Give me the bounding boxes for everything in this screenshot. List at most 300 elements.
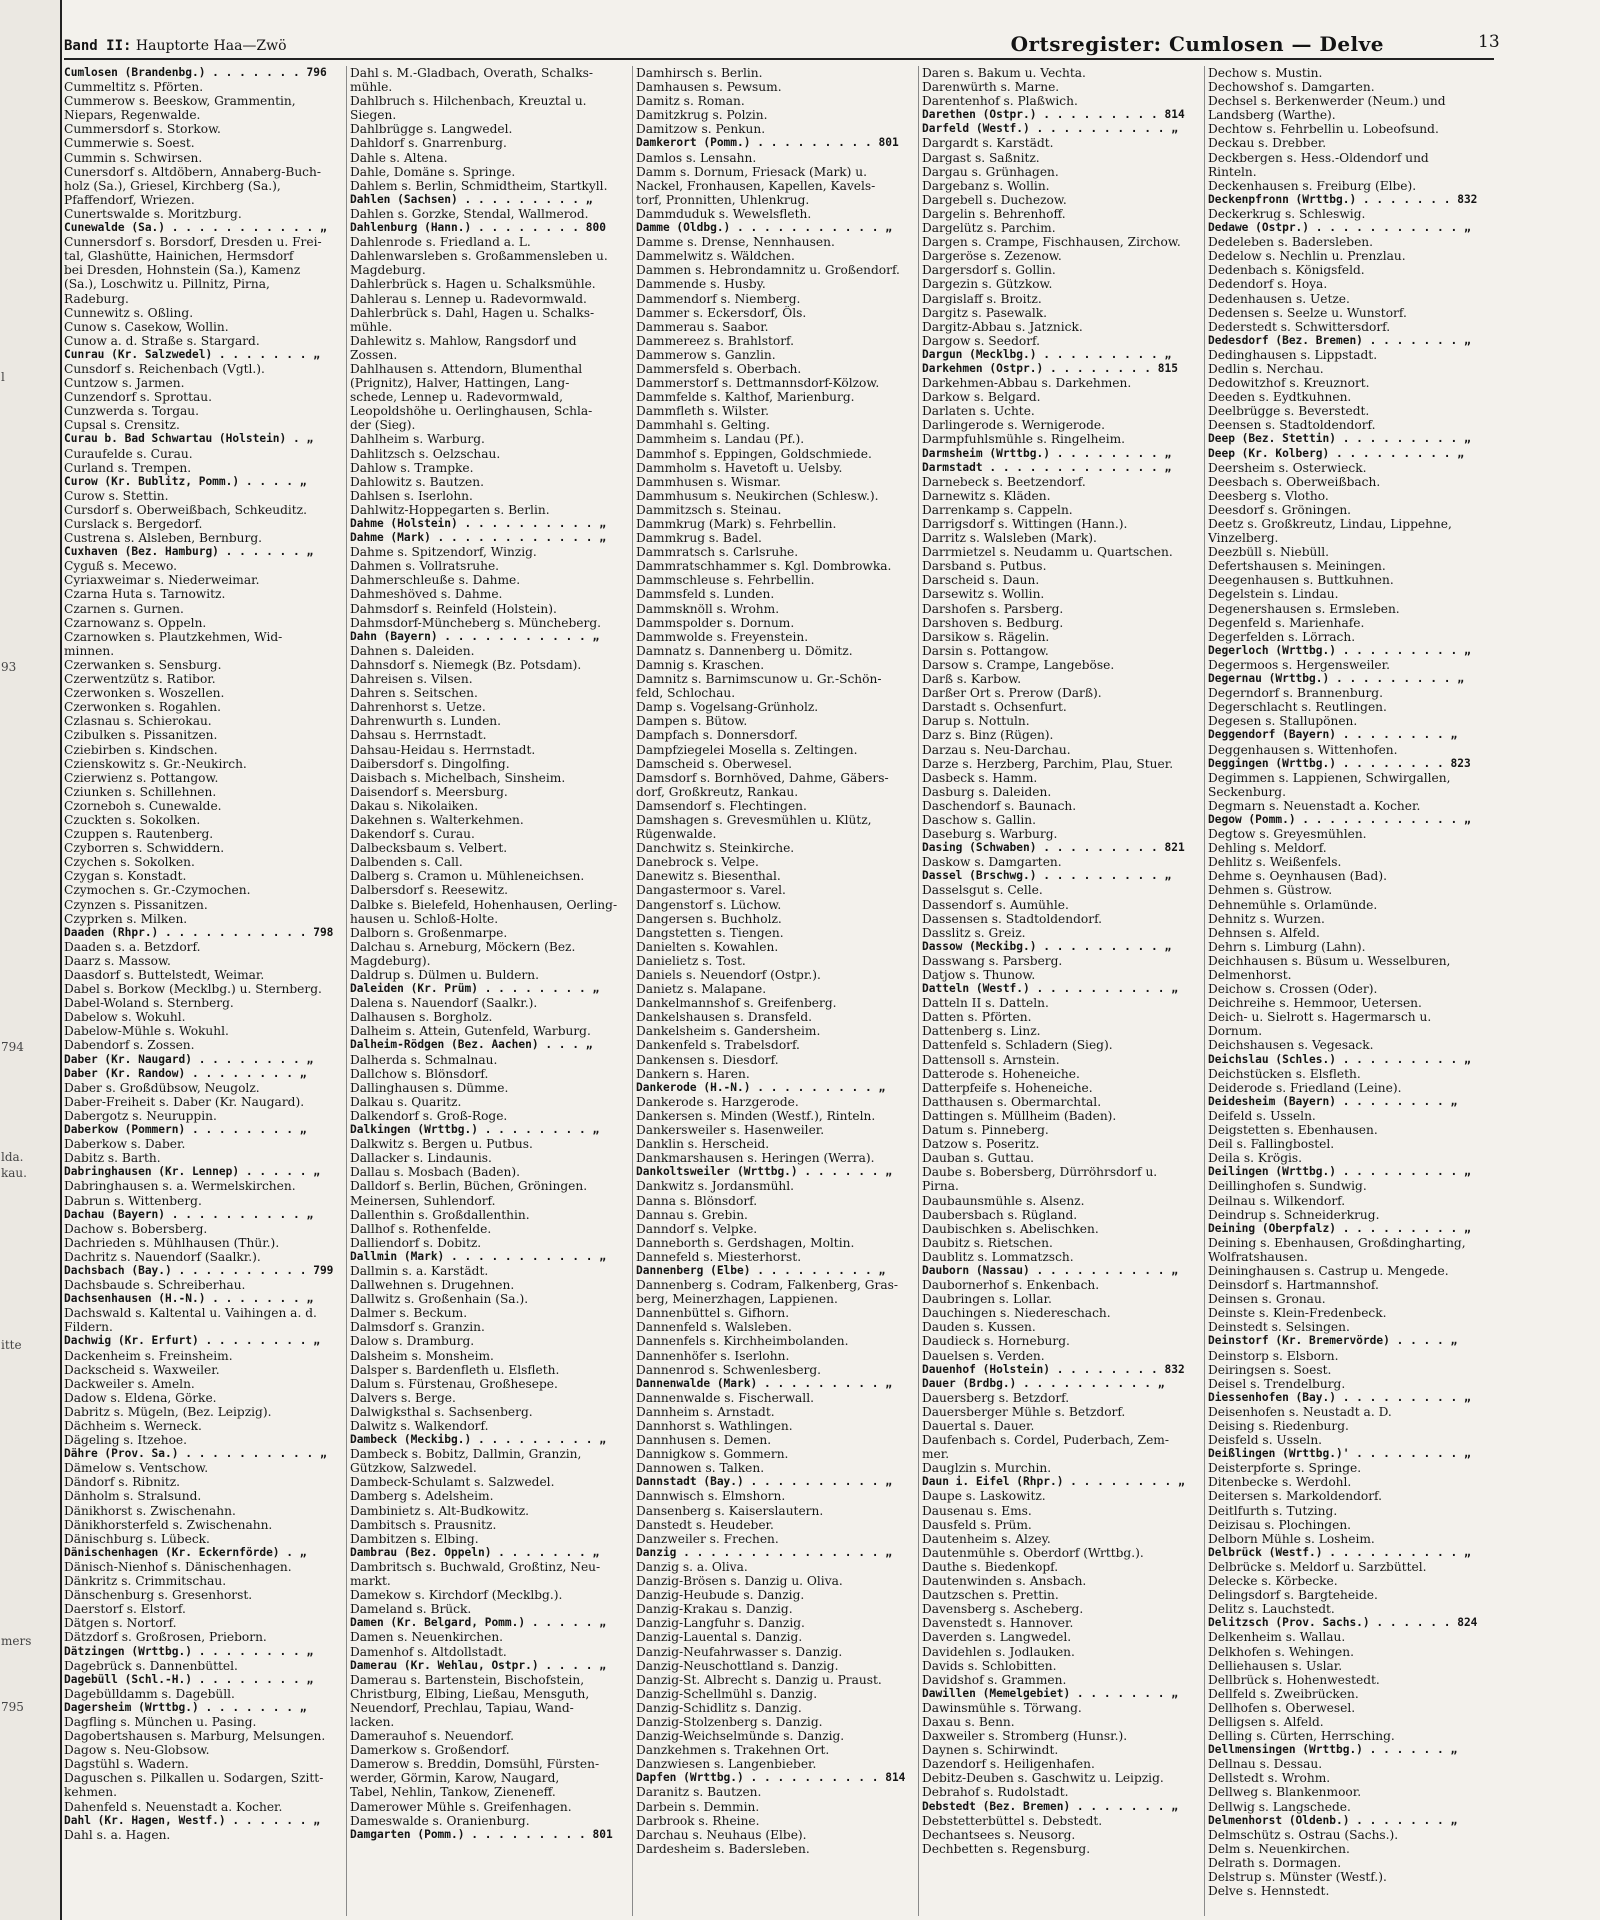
index-entry: Danielten s. Kowahlen. — [636, 939, 779, 954]
index-entry: Czierwienz s. Pottangow. — [64, 770, 219, 785]
index-entry: Dabel-Woland s. Sternberg. — [64, 996, 234, 1011]
index-entry: Damerauhof s. Neuendorf. — [350, 1729, 515, 1744]
index-entry: Deichreihe s. Hemmoor, Uetersen. — [1208, 996, 1422, 1011]
index-entry: Dahlenwarsleben s. Großammensleben u. — [350, 249, 608, 264]
index-entry: Deckenhausen s. Freiburg (Elbe). — [1208, 178, 1417, 193]
index-entry: Dechsel s. Berkenwerder (Neum.) und — [1208, 94, 1446, 109]
index-entry: Dehmen s. Güstrow. — [1208, 883, 1333, 898]
index-entry: Dänikhorst s. Zwischenahn. — [64, 1503, 236, 1518]
index-entry: Dagstühl s. Wadern. — [64, 1757, 189, 1772]
index-entry: (Prignitz), Halver, Hattingen, Lang- — [350, 376, 570, 391]
index-entry-main: Deinstorf (Kr. Bremervörde) . . . . „ — [1208, 1334, 1458, 1348]
index-entry: Delliehausen s. Uslar. — [1208, 1658, 1343, 1673]
index-entry: Deichhausen s. Büsum u. Wesselburen, — [1208, 953, 1451, 968]
index-entry-main: Dätzingen (Wrttbg.) . . . . . . . . „ — [64, 1644, 314, 1658]
index-entry: Deichow s. Crossen (Oder). — [1208, 982, 1378, 997]
index-entry: Dammen s. Hebrondamnitz u. Großendorf. — [636, 263, 900, 278]
index-entry-main: Curau b. Bad Schwartau (Holstein) . „ — [64, 432, 314, 446]
index-entry: holz (Sa.), Griesel, Kirchberg (Sa.), — [64, 178, 281, 193]
index-entry: Dabitz s. Barth. — [64, 1151, 161, 1166]
index-entry: Czlasnau s. Schierokau. — [64, 714, 212, 729]
index-entry: Dehnitz s. Wurzen. — [1208, 911, 1325, 926]
index-entry: Daerstorf s. Elstorf. — [64, 1602, 186, 1617]
index-entry: Deesberg s. Vlotho. — [1208, 488, 1329, 503]
index-entry-main: Daberkow (Pommern) . . . . . . . . „ — [64, 1123, 307, 1137]
index-entry-main: Damgarten (Pomm.) . . . . . . . . . 801 — [350, 1827, 613, 1841]
index-entry: Dahme s. Spitzendorf, Winzig. — [350, 545, 537, 560]
index-entry: Delligsen s. Alfeld. — [1208, 1714, 1324, 1729]
index-entry: Darlingerode s. Wernigerode. — [922, 418, 1105, 433]
index-entry: Daube s. Bobersberg, Dürröhrsdorf u. — [922, 1165, 1158, 1180]
index-entry: Deetz s. Großkreutz, Lindau, Lippehne, — [1208, 517, 1452, 531]
index-entry: Delling s. Cürten, Herrsching. — [1208, 1729, 1395, 1744]
index-entry: Deinstedt s. Selsingen. — [1208, 1320, 1350, 1335]
index-entry-main: Dawillen (Memelgebiet) . . . . . . . „ — [922, 1686, 1178, 1700]
index-entry: Dedlin s. Nerchau. — [1208, 361, 1324, 376]
index-entry: schede, Lennep u. Radevormwald, — [350, 390, 564, 405]
index-entry: Daschendorf s. Baunach. — [922, 798, 1077, 813]
index-entry: Cupsal s. Crensitz. — [64, 418, 180, 433]
header-volume — [64, 38, 287, 54]
index-entry: Daudieck s. Horneburg. — [922, 1334, 1070, 1349]
index-entry: Danklin s. Herscheid. — [636, 1137, 770, 1152]
index-entry: Dammheim s. Landau (Pf.). — [636, 432, 805, 447]
index-entry: Dausfeld s. Prüm. — [922, 1517, 1032, 1532]
index-entry-main: Dahlen (Sachsen) . . . . . . . . . „ — [350, 192, 593, 206]
index-entry-main: Dedesdorf (Bez. Bremen) . . . . . . . „ — [1208, 333, 1471, 347]
index-entry: Czuckten s. Sokolken. — [64, 812, 201, 827]
index-entry: Czyprken s. Milken. — [64, 911, 188, 926]
index-entry: Dauthe s. Biedenkopf. — [922, 1559, 1059, 1574]
index-entry: Danzweiler s. Frechen. — [636, 1531, 779, 1546]
index-entry: Cunertswalde s. Moritzburg. — [64, 206, 242, 221]
index-entry: Damsendorf s. Flechtingen. — [636, 798, 807, 813]
index-entry: Dambitsch s. Prausnitz. — [350, 1517, 497, 1532]
index-entry: Dammerstorf s. Dettmannsdorf-Kölzow. — [636, 376, 880, 391]
index-entry-main: Darethen (Ostpr.) . . . . . . . . . 814 — [922, 108, 1185, 122]
index-entry: Dannhusen s. Demen. — [636, 1433, 772, 1448]
index-entry: Dangastermoor s. Varel. — [636, 883, 786, 898]
index-entry: Dalhausen s. Borgholz. — [350, 1010, 493, 1025]
index-entry: Dabrun s. Wittenberg. — [64, 1193, 202, 1208]
index-entry: Dattenberg s. Linz. — [922, 1024, 1041, 1039]
index-entry: dorf, Großkreutz, Rankau. — [636, 784, 799, 799]
index-entry-main: Daaden (Rhpr.) . . . . . . . . . . . 798 — [64, 925, 334, 939]
index-entry: Darsband s. Putbus. — [922, 559, 1047, 574]
index-entry: Deich- u. Sielrott s. Hagermarsch u. — [1208, 1010, 1432, 1025]
index-entry: Dargeröse s. Zezenow. — [922, 249, 1062, 264]
index-entry: Czygan s. Konstadt. — [64, 869, 187, 884]
index-entry: Darz s. Binz (Rügen). — [922, 728, 1054, 743]
index-entry-main: Dabringhausen (Kr. Lennep) . . . . . „ — [64, 1165, 320, 1179]
index-entry: Dauelsen s. Verden. — [922, 1348, 1045, 1363]
index-entry: Deizisau s. Plochingen. — [1208, 1517, 1352, 1532]
index-entry: Darbein s. Demmin. — [636, 1799, 760, 1814]
index-entry: Degerschlacht s. Reutlingen. — [1208, 700, 1387, 715]
index-entry: Dammschleuse s. Fehrbellin. — [636, 573, 815, 588]
index-entry: Darscheid s. Daun. — [922, 573, 1040, 588]
index-entry: Dasslitz s. Greiz. — [922, 925, 1026, 940]
index-entry: Dalow s. Dramburg. — [350, 1334, 475, 1349]
margin-note: 795 — [1, 1700, 24, 1714]
index-entry: Darkehmen-Abbau s. Darkehmen. — [922, 376, 1132, 391]
header-volume-label: Band II: — [64, 38, 132, 54]
index-entry: Datteln II s. Datteln. — [922, 996, 1049, 1011]
index-entry: Dammhusen s. Wismar. — [636, 474, 781, 489]
index-entry: Deila s. Krögis. — [1208, 1151, 1303, 1166]
index-entry: Dangenstorf s. Lüchow. — [636, 897, 782, 912]
index-column-4 — [922, 66, 1205, 1916]
index-entry: Dankersen s. Minden (Westf.), Rinteln. — [636, 1108, 876, 1123]
index-entry: Dellhofen s. Oberwesel. — [1208, 1700, 1356, 1715]
index-entry: Christburg, Elbing, Ließau, Mensguth, — [350, 1686, 590, 1701]
index-entry: Dahlbrügge s. Langwedel. — [350, 122, 513, 137]
index-entry: Dalbecksbaum s. Velbert. — [350, 841, 508, 856]
index-entry: Dammhahl s. Gelting. — [636, 418, 771, 433]
index-entry: Czerwonken s. Rogahlen. — [64, 700, 221, 715]
index-entry-main: Dannenberg (Elbe) . . . . . . . . . „ — [636, 1263, 886, 1277]
index-entry-main: Dähre (Prov. Sa.) . . . . . . . . . . „ — [64, 1447, 327, 1461]
index-entry: Dahmerschleuße s. Dahme. — [350, 573, 521, 588]
index-entry: Dalvers s. Berge. — [350, 1390, 456, 1405]
index-entry: Dagebrück s. Dannenbüttel. — [64, 1658, 238, 1673]
index-entry-main: Deilingen (Wrttbg.) . . . . . . . . . „ — [1208, 1165, 1471, 1179]
index-entry: Dalmer s. Beckum. — [350, 1306, 468, 1321]
index-entry: Deesbach s. Oberweißbach. — [1208, 474, 1381, 489]
index-entry: Darzau s. Neu-Darchau. — [922, 742, 1071, 757]
index-entry: Magdeburg. — [350, 263, 426, 278]
index-entry: Danna s. Blönsdorf. — [636, 1193, 758, 1208]
index-entry: Dechow s. Mustin. — [1208, 66, 1323, 80]
index-entry: Dahren s. Seitschen. — [350, 686, 478, 701]
index-entry: Dammspolder s. Dornum. — [636, 615, 795, 630]
index-entry-main: Dannenwalde (Mark) . . . . . . . . . „ — [636, 1376, 892, 1390]
index-entry: Cyriaxweimar s. Niederweimar. — [64, 573, 260, 588]
index-entry: Deersheim s. Osterwieck. — [1208, 460, 1367, 475]
index-entry: Dammratschhammer s. Kgl. Dombrowka. — [636, 559, 892, 574]
index-entry: Dalsheim s. Monsheim. — [350, 1348, 494, 1363]
index-entry-main: Debstedt (Bez. Bremen) . . . . . . . „ — [922, 1799, 1178, 1813]
index-entry: Deiderode s. Friedland (Leine). — [1208, 1080, 1402, 1095]
index-entry: Daubornerhof s. Enkenbach. — [922, 1278, 1100, 1293]
index-entry: Danzig-Neufahrwasser s. Danzig. — [636, 1644, 843, 1659]
index-entry: Darchau s. Neuhaus (Elbe). — [636, 1827, 807, 1842]
index-entry-main: Dannstadt (Bay.) . . . . . . . . . . „ — [636, 1475, 892, 1489]
index-entry: Danndorf s. Velpke. — [636, 1221, 758, 1236]
index-entry: Czerwentzütz s. Ratibor. — [64, 672, 216, 687]
index-entry: Dalbke s. Bielefeld, Hohenhausen, Oerling- — [350, 897, 618, 912]
index-entry: Niepars, Regenwalde. — [64, 108, 201, 123]
index-entry-main: Darkehmen (Ostpr.) . . . . . . . . 815 — [922, 361, 1178, 375]
index-entry: Dankensen s. Diesdorf. — [636, 1052, 779, 1067]
index-entry: Dauden s. Kussen. — [922, 1320, 1036, 1335]
index-entry: Czychen s. Sokolken. — [64, 855, 195, 870]
index-entry: Rinteln. — [1208, 164, 1257, 179]
index-entry: Dagobertshausen s. Marburg, Melsungen. — [64, 1729, 326, 1744]
index-entry: Dahrenhorst s. Uetze. — [350, 700, 486, 715]
index-entry-main: Dassow (Meckibg.) . . . . . . . . . „ — [922, 939, 1172, 953]
index-entry: Dakehnen s. Walterkehmen. — [350, 812, 524, 827]
index-entry-main: Dellmensingen (Wrttbg.) . . . . . . „ — [1208, 1743, 1458, 1757]
index-entry: Damshagen s. Grevesmühlen u. Klütz, — [636, 812, 872, 827]
index-entry: Dehling s. Meldorf. — [1208, 841, 1327, 856]
index-entry: Dammratsch s. Carlsruhe. — [636, 545, 799, 560]
index-entry-main: Dagersheim (Wrttbg.) . . . . . . . „ — [64, 1700, 307, 1714]
index-entry-main: Dahme (Mark) . . . . . . . . . . . . „ — [350, 531, 606, 545]
index-entry: Daubitz s. Rietschen. — [922, 1235, 1053, 1250]
index-entry: Dechantsees s. Neusorg. — [922, 1827, 1076, 1842]
index-entry: Deinstorp s. Elsborn. — [1208, 1348, 1339, 1363]
index-entry: Dautenmühle s. Oberdorf (Wrttbg.). — [922, 1545, 1144, 1560]
index-entry: Delmschütz s. Ostrau (Sachs.). — [1208, 1827, 1399, 1842]
index-entry: Dalum s. Fürstenau, Großhesepe. — [350, 1376, 558, 1391]
margin-note: 93 — [1, 660, 17, 674]
index-entry: Danzig-Heubude s. Danzig. — [636, 1588, 805, 1603]
index-entry: Deichstücken s. Elsfleth. — [1208, 1066, 1361, 1081]
index-entry: Darnewitz s. Kläden. — [922, 488, 1051, 503]
index-entry: Deitlfurth s. Tutzing. — [1208, 1503, 1338, 1518]
index-entry: Dargen s. Crampe, Fischhausen, Zirchow. — [922, 235, 1181, 250]
index-entry-main: Dahn (Bayern) . . . . . . . . . . . „ — [350, 629, 600, 643]
index-entry-main: Delmenhorst (Oldenb.) . . . . . . . „ — [1208, 1813, 1458, 1827]
index-entry: Dahnen s. Daleiden. — [350, 643, 475, 658]
index-entry: Dabelow-Mühle s. Wokuhl. — [64, 1024, 229, 1039]
index-entry: Daubaunsmühle s. Alsenz. — [922, 1193, 1085, 1208]
index-entry: Dändorf s. Ribnitz. — [64, 1475, 181, 1490]
index-entry: Dankenfeld s. Trabelsdorf. — [636, 1038, 800, 1053]
index-entry: Dachsbaude s. Schreiberhau. — [64, 1278, 246, 1293]
index-entry: Dahlitzsch s. Oelzschau. — [350, 446, 501, 461]
index-entry: Meinersen, Suhlendorf. — [350, 1193, 496, 1208]
index-entry: Dedeleben s. Badersleben. — [1208, 235, 1374, 250]
index-entry: Dannwisch s. Elmshorn. — [636, 1489, 786, 1504]
index-entry: Dadow s. Eldena, Görke. — [64, 1390, 217, 1405]
index-entry: Deggenhausen s. Wittenhofen. — [1208, 742, 1398, 757]
index-entry: Dänikhorsterfeld s. Zwischenahn. — [64, 1517, 273, 1532]
index-entry: Deillinghofen s. Sundwig. — [1208, 1179, 1367, 1194]
index-entry: Dammwolde s. Freyenstein. — [636, 629, 809, 644]
index-entry: Dargebell s. Duchezow. — [922, 192, 1067, 207]
index-entry: Danzig s. a. Oliva. — [636, 1559, 748, 1574]
index-entry: Deitersen s. Markoldendorf. — [1208, 1489, 1382, 1504]
index-entry: Czymochen s. Gr.-Czymochen. — [64, 883, 251, 898]
index-entry: Zossen. — [350, 347, 398, 362]
margin-note: mers — [1, 1634, 32, 1648]
index-entry: Deelbrügge s. Beverstedt. — [1208, 404, 1370, 419]
index-entry: Dagow s. Neu-Globsow. — [64, 1743, 210, 1758]
index-entry: Delm s. Neuenkirchen. — [1208, 1841, 1350, 1856]
index-entry: Daubersbach s. Rügland. — [922, 1207, 1078, 1222]
index-entry: Daber-Freiheit s. Daber (Kr. Naugard). — [64, 1094, 305, 1109]
header-volume-range: Hauptorte Haa—Zwö — [131, 38, 287, 54]
index-entry: Dahlowitz s. Bautzen. — [350, 474, 484, 489]
index-entry: Darsewitz s. Wollin. — [922, 587, 1045, 602]
index-entry: Daisendorf s. Meersburg. — [350, 784, 508, 799]
index-entry: Dannefeld s. Miesterhorst. — [636, 1249, 802, 1264]
index-entry: Radeburg. — [64, 291, 129, 306]
index-entry: Daublitz s. Lommatzsch. — [922, 1249, 1074, 1264]
index-entry: Deckbergen s. Hess.-Oldendorf und — [1208, 150, 1429, 165]
index-entry: Damenhof s. Altdollstadt. — [350, 1644, 507, 1659]
index-entry-main: Danzig . . . . . . . . . . . . . . . „ — [636, 1545, 892, 1559]
index-entry: Damscheid s. Oberwesel. — [636, 756, 793, 771]
index-entry-main: Daber (Kr. Naugard) . . . . . . . . „ — [64, 1052, 314, 1066]
index-entry: Neuendorf, Prechlau, Tapiau, Wand- — [350, 1700, 574, 1715]
index-entry-main: Deißlingen (Wrttbg.)' . . . . . . . . „ — [1208, 1447, 1471, 1461]
index-entry: Dampen s. Bütow. — [636, 714, 748, 729]
index-entry: Deisenhofen s. Neustadt a. D. — [1208, 1404, 1392, 1419]
index-entry: Dalkendorf s. Groß-Roge. — [350, 1108, 508, 1123]
index-entry-main: Daber (Kr. Randow) . . . . . . . . „ — [64, 1066, 307, 1080]
index-entry: Daubischken s. Abelischken. — [922, 1221, 1099, 1236]
index-entry: Daufenbach s. Cordel, Puderbach, Zem- — [922, 1433, 1169, 1448]
index-entry: Darenwürth s. Marne. — [922, 80, 1060, 95]
index-entry: Dachow s. Bobersberg. — [64, 1221, 208, 1236]
index-entry: Vinzelberg. — [1208, 531, 1279, 546]
index-entry: Dalherda s. Schmalnau. — [350, 1052, 498, 1067]
index-entry-main: Deggendorf (Bayern) . . . . . . . . „ — [1208, 728, 1458, 742]
index-entry: Dellbrück s. Hohenwestedt. — [1208, 1672, 1380, 1687]
index-entry-main: Cunrau (Kr. Salzwedel) . . . . . . . „ — [64, 347, 320, 361]
index-entry: Dammitzsch s. Steinau. — [636, 502, 782, 517]
index-entry: Deesdorf s. Gröningen. — [1208, 502, 1352, 517]
index-entry: Dautenwinden s. Ansbach. — [922, 1574, 1087, 1589]
index-column-1 — [64, 66, 347, 1916]
index-entry: Dautenheim s. Alzey. — [922, 1531, 1051, 1546]
index-entry-main: Dachau (Bayern) . . . . . . . . . . „ — [64, 1207, 314, 1221]
index-entry: Dargelütz s. Parchim. — [922, 221, 1056, 236]
index-entry: Danzig-Stolzenberg s. Danzig. — [636, 1714, 823, 1729]
index-entry-main: Damerau (Kr. Wehlau, Ostpr.) . . . . „ — [350, 1658, 606, 1672]
index-entry: Dannenfels s. Kirchheimbolanden. — [636, 1334, 849, 1349]
index-entry: Davidshof s. Grammen. — [922, 1672, 1067, 1687]
index-entry-main: Dauborn (Nassau) . . . . . . . . . . „ — [922, 1263, 1178, 1277]
index-entry: Dargast s. Saßnitz. — [922, 150, 1040, 165]
index-entry: Dargislaff s. Broitz. — [922, 291, 1042, 306]
index-entry: Curslack s. Bergedorf. — [64, 517, 203, 531]
index-entry: Dalmsdorf s. Granzin. — [350, 1320, 485, 1335]
index-entry: Dabergotz s. Neuruppin. — [64, 1108, 217, 1123]
index-entry: Dakendorf s. Curau. — [350, 827, 475, 842]
index-entry: Dazendorf s. Heiligenhafen. — [922, 1757, 1095, 1772]
index-entry: Dedowitzhof s. Kreuznort. — [1208, 376, 1370, 391]
index-entry: Danzig-Krakau s. Danzig. — [636, 1602, 793, 1617]
index-entry-main: Daleiden (Kr. Prüm) . . . . . . . . „ — [350, 982, 600, 996]
index-entry: Dedenhausen s. Uetze. — [1208, 291, 1350, 306]
index-entry: Degmarn s. Neuenstadt a. Kocher. — [1208, 798, 1421, 813]
index-entry: Dammkrug (Mark) s. Fehrbellin. — [636, 517, 837, 531]
index-entry: Dechowshof s. Damgarten. — [1208, 80, 1375, 95]
index-entry: Delborn Mühle s. Losheim. — [1208, 1531, 1375, 1546]
index-entry: Dauchingen s. Niedereschach. — [922, 1306, 1111, 1321]
index-entry: Danchwitz s. Steinkirche. — [636, 841, 795, 856]
index-entry: Dellwig s. Langschede. — [1208, 1799, 1351, 1814]
index-entry: Degerndorf s. Brannenburg. — [1208, 686, 1383, 701]
index-entry: lacken. — [350, 1714, 395, 1729]
index-entry: Dargelin s. Behrenhoff. — [922, 206, 1066, 221]
index-entry: Dallchow s. Blönsdorf. — [350, 1066, 489, 1081]
index-entry-main: Dedawe (Ostpr.) . . . . . . . . . . . „ — [1208, 221, 1471, 235]
index-entry: Dammendorf s. Niemberg. — [636, 291, 801, 306]
index-entry: Dassendorf s. Aumühle. — [922, 897, 1069, 912]
index-entry: Czarnowken s. Plautzkehmen, Wid- — [64, 629, 283, 644]
index-entry: Daubringen s. Lollar. — [922, 1292, 1052, 1307]
index-entry: Dänholm s. Stralsund. — [64, 1489, 202, 1504]
index-entry: Dammduduk s. Wewelsfleth. — [636, 206, 812, 221]
index-entry: Delkenheim s. Wallau. — [1208, 1630, 1346, 1645]
index-entry: Dahsau-Heidau s. Herrnstadt. — [350, 742, 536, 757]
index-entry: berg, Meinerzhagen, Lappienen. — [636, 1292, 838, 1307]
index-entry: Dalsper s. Bardenfleth u. Elsfleth. — [350, 1362, 560, 1377]
index-entry: Cummerow s. Beeskow, Grammentin, — [64, 94, 296, 109]
index-entry: Deeden s. Eydtkuhnen. — [1208, 390, 1352, 405]
margin-note: itte — [1, 1338, 22, 1352]
index-entry-main: Dargun (Mecklbg.) . . . . . . . . . „ — [922, 347, 1172, 361]
index-entry: Dalbersdorf s. Reesewitz. — [350, 883, 508, 898]
index-entry: bei Dresden, Hohnstein (Sa.), Kamenz — [64, 263, 301, 278]
index-entry-main: Dalheim-Rödgen (Bez. Aachen) . . . „ — [350, 1038, 593, 1052]
margin-note: kau. — [1, 1166, 27, 1180]
index-entry: Delve s. Hennstedt. — [1208, 1884, 1330, 1899]
index-entry: Darshoven s. Bedburg. — [922, 615, 1064, 630]
index-entry: (Sa.), Loschwitz u. Pillnitz, Pirna, — [64, 277, 270, 292]
index-entry: Daber s. Großdübsow, Neugolz. — [64, 1080, 260, 1095]
index-entry: Dauersberg s. Betzdorf. — [922, 1390, 1070, 1405]
index-entry: Dahlenrode s. Friedland a. L. — [350, 235, 531, 250]
index-entry: Dasselsgut s. Celle. — [922, 883, 1043, 898]
index-entry: Dahlen s. Gorzke, Stendal, Wallmerod. — [350, 206, 589, 221]
index-entry: Czorneboh s. Cunewalde. — [64, 798, 222, 813]
index-entry: Dardesheim s. Badersleben. — [636, 1841, 810, 1856]
page-header — [64, 30, 1494, 60]
index-entry: Dasswang s. Parsberg. — [922, 953, 1063, 968]
index-entry: Dalchau s. Arneburg, Möckern (Bez. — [350, 939, 576, 954]
index-entry: Dankelsheim s. Gandersheim. — [636, 1024, 821, 1039]
page-number: 13 — [1478, 32, 1500, 52]
index-entry: Dammsknöll s. Wrohm. — [636, 601, 780, 616]
index-entry: Dechtow s. Fehrbellin u. Lobeofsund. — [1208, 122, 1439, 137]
index-entry: Darrenkamp s. Cappeln. — [922, 502, 1073, 517]
index-entry: Dallau s. Mosbach (Baden). — [350, 1165, 520, 1180]
index-entry: Datzow s. Poseritz. — [922, 1137, 1040, 1152]
index-entry: Cunnersdorf s. Borsdorf, Dresden u. Frei- — [64, 235, 322, 250]
index-entry: Dalkau s. Quaritz. — [350, 1094, 462, 1109]
index-entry: Dallwehnen s. Drugehnen. — [350, 1278, 515, 1293]
index-entry: Darkow s. Belgard. — [922, 390, 1041, 405]
index-entry: Dellfeld s. Zweibrücken. — [1208, 1686, 1359, 1701]
index-entry: Darnebeck s. Beetzendorf. — [922, 474, 1086, 489]
index-entry-main: Darmstadt . . . . . . . . . . . . . „ — [922, 460, 1172, 474]
index-entry: Dedinghausen s. Lippstadt. — [1208, 347, 1378, 362]
index-entry: Dannhorst s. Wathlingen. — [636, 1419, 793, 1433]
index-entry: Cursdorf s. Oberweißbach, Schkeuditz. — [64, 502, 307, 517]
index-entry: Dargezin s. Gützkow. — [922, 277, 1053, 292]
index-entry: Deining s. Ebenhausen, Großdingharting, — [1208, 1235, 1466, 1250]
index-entry-main: Darfeld (Westf.) . . . . . . . . . . „ — [922, 122, 1178, 136]
index-entry: Darentenhof s. Plaßwich. — [922, 94, 1078, 109]
index-entry: Dahsau s. Herrnstadt. — [350, 728, 487, 743]
index-entry: Dammsfeld s. Lunden. — [636, 587, 775, 602]
index-entry: Dallwitz s. Großenhain (Sa.). — [350, 1292, 529, 1307]
index-entry: Cunow s. Casekow, Wollin. — [64, 319, 229, 334]
index-entry: Dahnsdorf s. Niemegk (Bz. Potsdam). — [350, 657, 582, 672]
index-entry: Dahl s. a. Hagen. — [64, 1827, 171, 1842]
index-entry: Dalheim s. Attein, Gutenfeld, Warburg. — [350, 1024, 591, 1039]
index-entry: Dahlsen s. Iserlohn. — [350, 488, 473, 503]
index-entry: Damen s. Neuenkirchen. — [350, 1630, 504, 1645]
index-entry-main: Dachsenhausen (H.-N.) . . . . . . . „ — [64, 1292, 314, 1306]
index-entry: Darstadt s. Ochsenfurt. — [922, 700, 1067, 715]
